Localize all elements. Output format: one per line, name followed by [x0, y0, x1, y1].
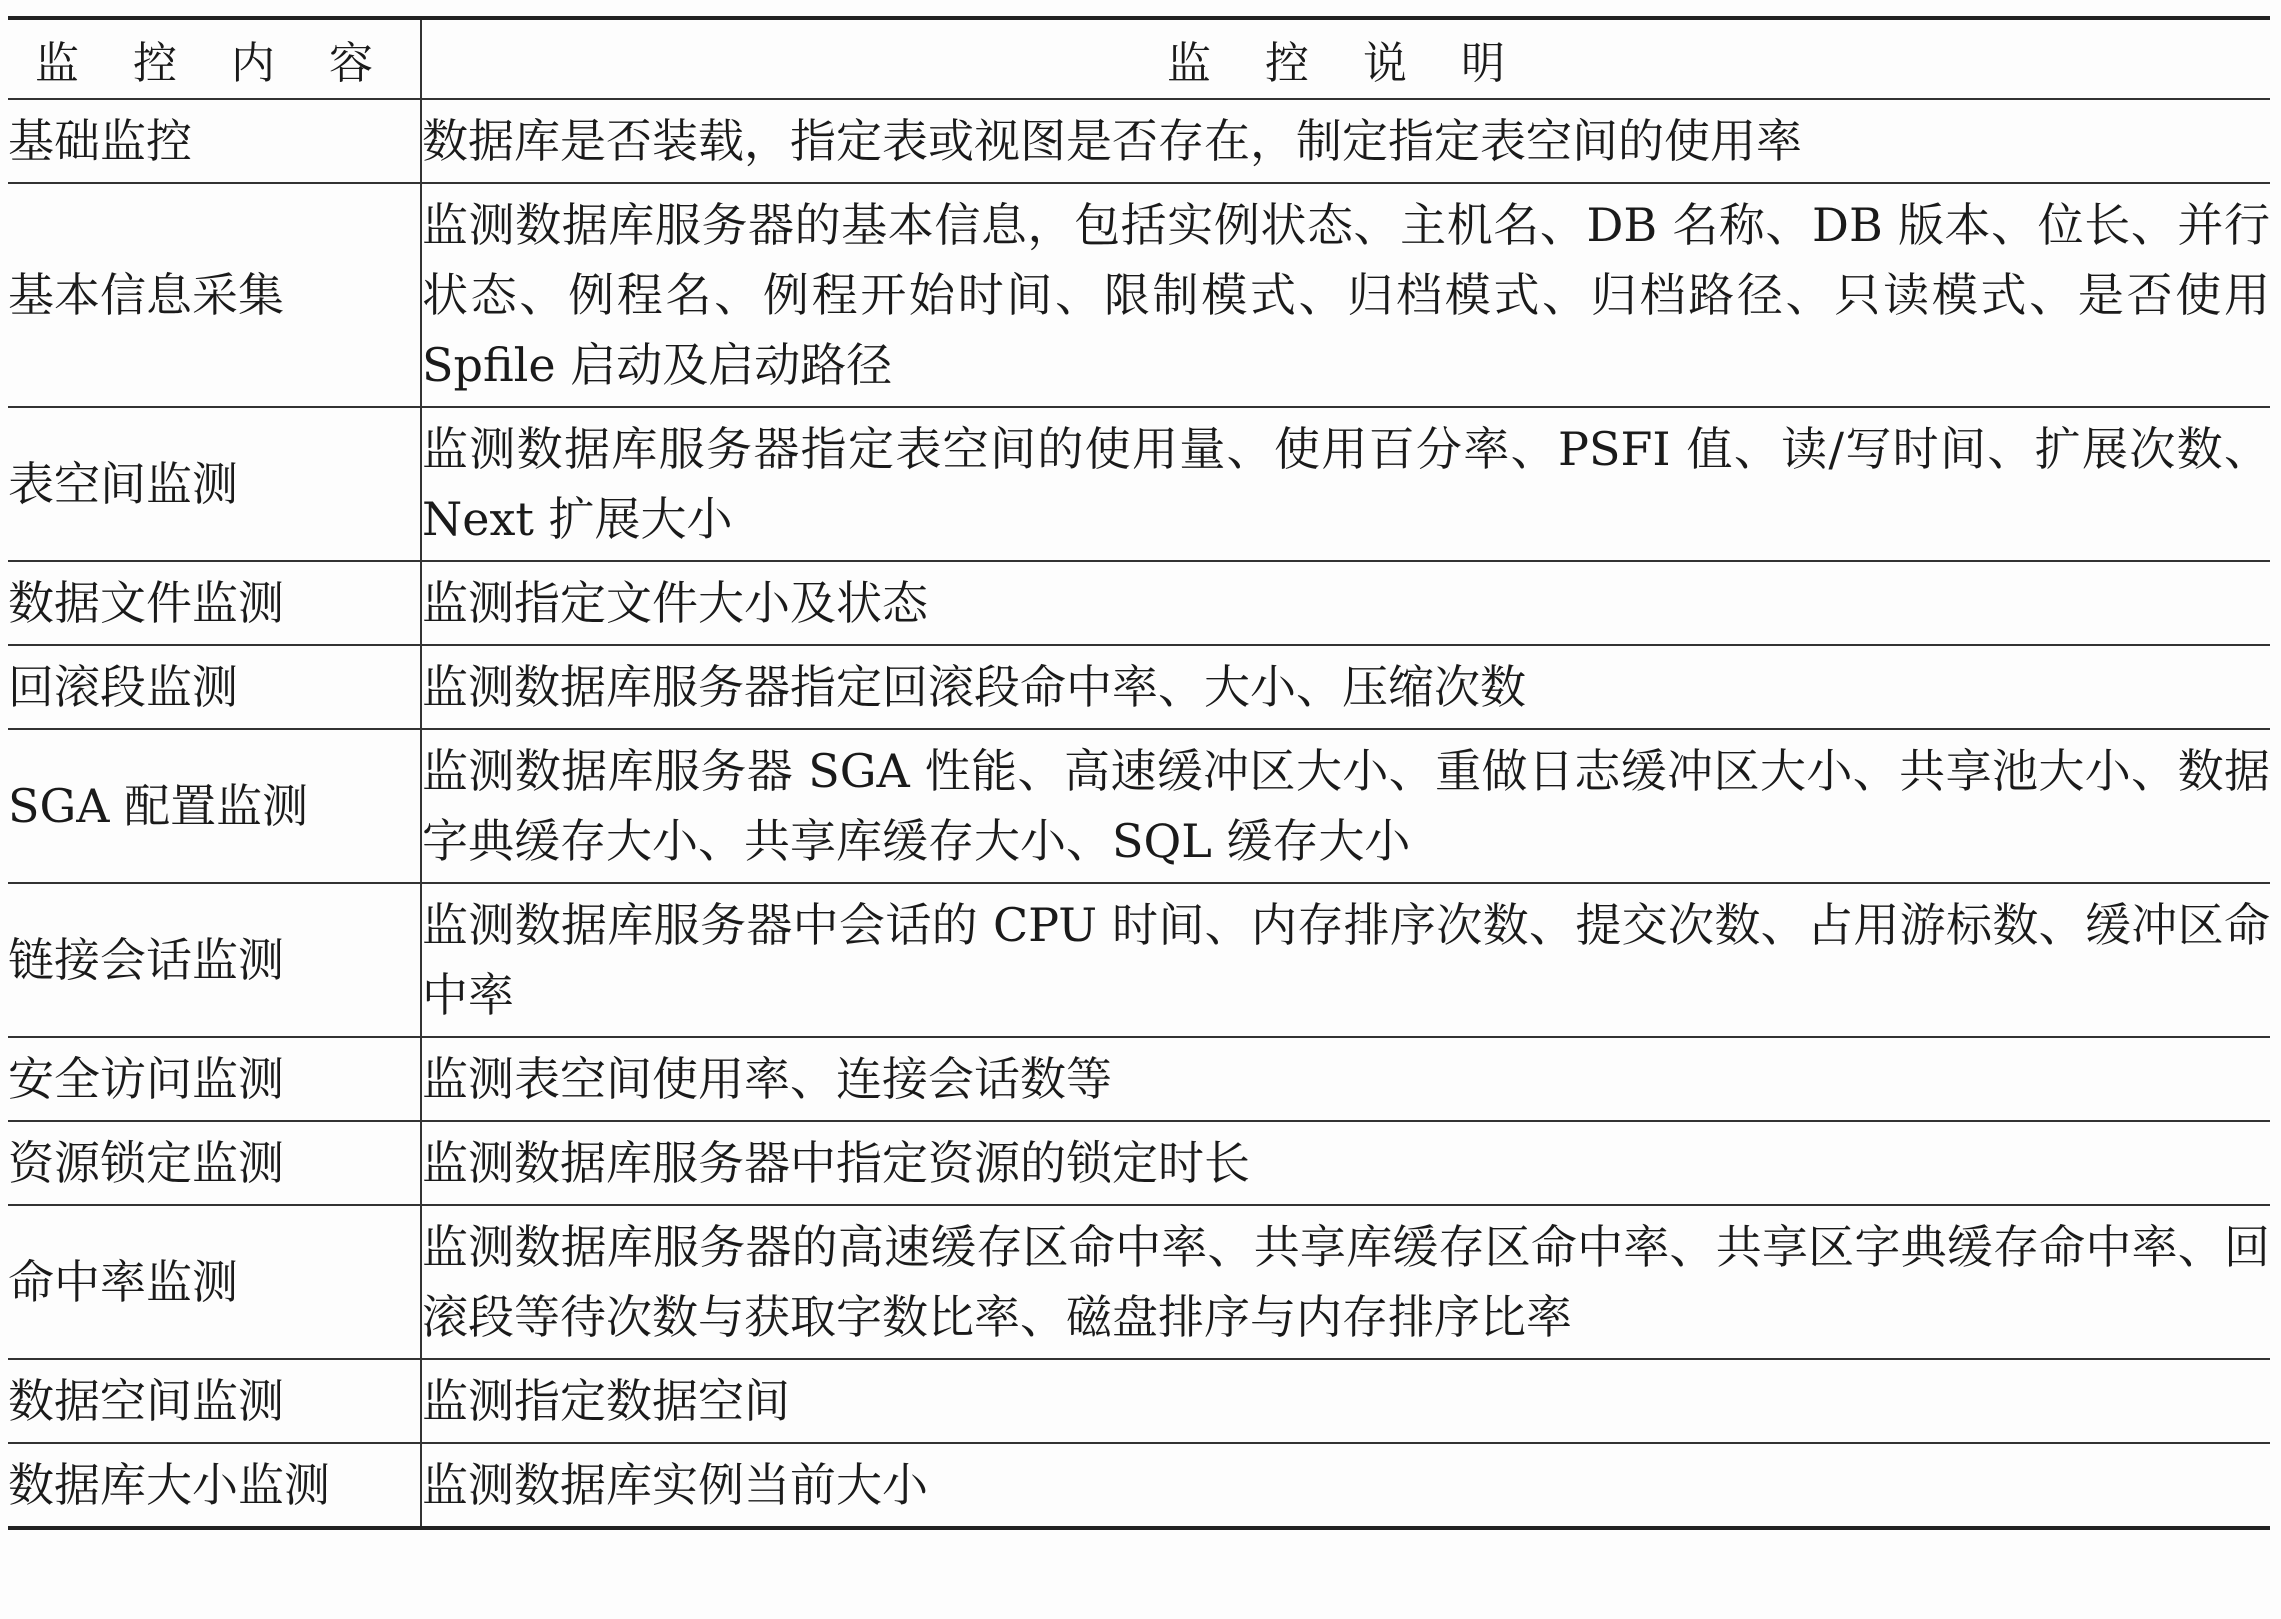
table-row: [8, 183, 2270, 407]
row-description: 监测数据库实例当前大小: [421, 1443, 2270, 1528]
table-header-row: [8, 18, 2270, 99]
row-item: 回滚段监测: [8, 645, 421, 729]
row-item: 数据空间监测: [8, 1359, 421, 1443]
row-description: 监测数据库服务器中指定资源的锁定时长: [421, 1121, 2270, 1205]
table-row: [8, 645, 2270, 729]
row-item: 安全访问监测: [8, 1037, 421, 1121]
row-description: 监测指定数据空间: [421, 1359, 2270, 1443]
row-description: 监测数据库服务器的基本信息，包括实例状态、主机名、DB 名称、DB 版本、位长、并行状态、例程名、例程开始时间、限制模式、归档模式、归档路径、只读模式、是否使用 Spfile 启动及启动路径: [421, 183, 2270, 407]
header-monitor-description: 监 控 说 明: [421, 18, 2270, 99]
row-description: 监测数据库服务器的高速缓存区命中率、共享库缓存区命中率、共享区字典缓存命中率、回滚段等待次数与获取字数比率、磁盘排序与内存排序比率: [421, 1205, 2270, 1359]
row-description: 监测数据库服务器指定表空间的使用量、使用百分率、PSFI 值、读/写时间、扩展次数、Next 扩展大小: [421, 407, 2270, 561]
row-item: 资源锁定监测: [8, 1121, 421, 1205]
table-row: [8, 1359, 2270, 1443]
table-row: [8, 729, 2270, 883]
row-item: 链接会话监测: [8, 883, 421, 1037]
row-description: 监测指定文件大小及状态: [421, 561, 2270, 645]
row-description: 监测数据库服务器指定回滚段命中率、大小、压缩次数: [421, 645, 2270, 729]
table-row: [8, 883, 2270, 1037]
table-row: [8, 1121, 2270, 1205]
row-item: 表空间监测: [8, 407, 421, 561]
row-description: 监测数据库服务器中会话的 CPU 时间、内存排序次数、提交次数、占用游标数、缓冲区命中率: [421, 883, 2270, 1037]
table-row: [8, 1443, 2270, 1528]
row-description: 监测数据库服务器 SGA 性能、高速缓冲区大小、重做日志缓冲区大小、共享池大小、数据字典缓存大小、共享库缓存大小、SQL 缓存大小: [421, 729, 2270, 883]
table-row: [8, 561, 2270, 645]
row-item: SGA 配置监测: [8, 729, 421, 883]
row-description: 数据库是否装载，指定表或视图是否存在，制定指定表空间的使用率: [421, 99, 2270, 183]
table-row: [8, 1205, 2270, 1359]
row-item: 命中率监测: [8, 1205, 421, 1359]
row-description: 监测表空间使用率、连接会话数等: [421, 1037, 2270, 1121]
table-row: [8, 1037, 2270, 1121]
row-item: 基础监控: [8, 99, 421, 183]
row-item: 数据库大小监测: [8, 1443, 421, 1528]
row-item: 基本信息采集: [8, 183, 421, 407]
row-item: 数据文件监测: [8, 561, 421, 645]
table-row: [8, 99, 2270, 183]
table-row: [8, 407, 2270, 561]
monitoring-table: [8, 16, 2270, 1530]
header-monitor-content: 监 控 内 容: [8, 18, 421, 99]
